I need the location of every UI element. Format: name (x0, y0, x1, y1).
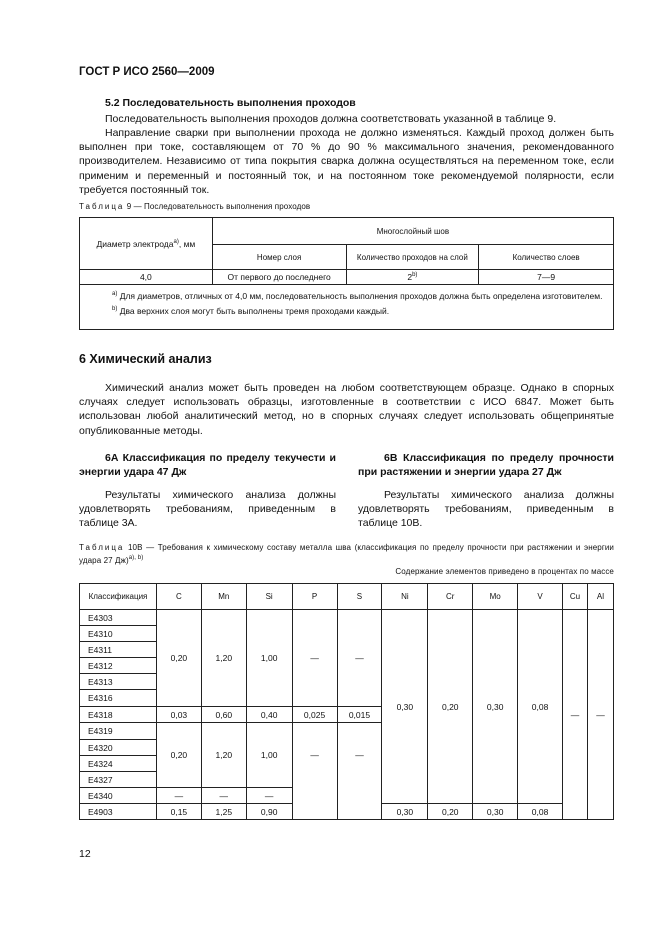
col-header-mo: Mo (473, 584, 518, 610)
class-e4303: E4303 (80, 610, 157, 626)
table-9-cell-layer: От первого до последнего (212, 270, 346, 285)
table-9-header-count: Количество слоев (479, 245, 614, 270)
e4318-mn: 0,60 (201, 707, 246, 723)
col-header-al: Al (587, 584, 613, 610)
mo-merged: 0,30 (473, 610, 518, 804)
diameter-label: Диаметр электрода (96, 238, 174, 249)
cr-merged: 0,20 (428, 610, 473, 804)
e4340-c: — (156, 788, 201, 804)
col-header-v: V (518, 584, 563, 610)
e4318-s: 0,015 (337, 707, 382, 723)
table-9-header-multilayer: Многослойный шов (212, 218, 613, 245)
note-a-mark: a) (112, 291, 118, 297)
al-merged: — (587, 610, 613, 820)
table-9-caption-text: 9 — Последовательность выполнения проходов (126, 202, 311, 211)
e4903-v: 0,08 (518, 804, 563, 820)
g2-mn: 1,20 (201, 723, 246, 788)
table-10B-content-note: Содержание элементов приведено в процентах по массе (395, 567, 614, 576)
class-e4316: E4316 (80, 690, 157, 707)
passes-sup: b) (412, 272, 418, 278)
g1-si: 1,00 (246, 610, 292, 707)
cu-merged: — (562, 610, 587, 820)
g1-p: — (292, 610, 337, 707)
class-e4313: E4313 (80, 674, 157, 690)
ni-merged: 0,30 (382, 610, 428, 804)
e4340-mn: — (201, 788, 246, 804)
g1-s: — (337, 610, 382, 707)
class-e4324: E4324 (80, 756, 157, 772)
table-9-header-diameter (80, 218, 213, 270)
ps-continuation-p (292, 788, 337, 820)
class-e4312: E4312 (80, 658, 157, 674)
class-e4903: E4903 (80, 804, 157, 820)
table-10B-caption (79, 542, 614, 566)
page-number: 12 (79, 848, 91, 860)
document-header: ГОСТ Р ИСО 2560—2009 (79, 66, 215, 78)
class-e4327: E4327 (80, 772, 157, 788)
table-10B-caption-sup: a), b) (128, 555, 144, 561)
section-6A-heading: 6А Классификация по пределу текучести и энергии удара 47 Дж (79, 452, 336, 479)
col-header-p: P (292, 584, 337, 610)
table-9-notes (80, 285, 614, 330)
g1-mn: 1,20 (201, 610, 246, 707)
e4903-si: 0,90 (246, 804, 292, 820)
table-9-header-passes: Количество проходов на слой (346, 245, 479, 270)
e4903-mo: 0,30 (473, 804, 518, 820)
note-a-text: Для диаметров, отличных от 4,0 мм, последовательность выполнения проходов должна быть определена изготовителем. (117, 291, 603, 301)
class-e4310: E4310 (80, 626, 157, 642)
e4903-mn: 1,25 (201, 804, 246, 820)
e4340-si: — (246, 788, 292, 804)
diameter-unit: , мм (178, 238, 196, 249)
v-merged: 0,08 (518, 610, 563, 804)
table-9-cell-diameter: 4,0 (80, 270, 213, 285)
table-10B (79, 583, 614, 820)
e4318-c: 0,03 (156, 707, 201, 723)
table-9-cell-passes (346, 270, 479, 285)
ps-continuation-s (337, 788, 382, 820)
g2-c: 0,20 (156, 723, 201, 788)
diameter-sup: a) (173, 238, 179, 245)
g2-si: 1,00 (246, 723, 292, 788)
col-header-cr: Cr (428, 584, 473, 610)
table-9-caption (79, 202, 310, 211)
table-10B-caption-word: Таблица (79, 543, 125, 552)
class-e4311: E4311 (80, 642, 157, 658)
e4318-si: 0,40 (246, 707, 292, 723)
g2-p: — (292, 723, 337, 788)
class-e4319: E4319 (80, 723, 157, 740)
section-6B-heading: 6В Классификация по пределу прочности при растяжении и энергии удара 27 Дж (358, 452, 614, 479)
col-header-c: C (156, 584, 201, 610)
passes-value: 2 (407, 272, 413, 282)
e4903-ni: 0,30 (382, 804, 428, 820)
col-header-ni: Ni (382, 584, 428, 610)
e4318-p: 0,025 (292, 707, 337, 723)
table-9-note-a (86, 288, 607, 303)
section-6-heading: 6 Химический анализ (79, 352, 212, 366)
note-b-mark: b) (112, 306, 118, 312)
section-6A-paragraph: Результаты химического анализа должны удовлетворять требованиям, приведенным в таблице 3А. (79, 489, 336, 530)
col-header-cu: Cu (562, 584, 587, 610)
table-10B-caption-text: 10В — Требования к химическому составу металла шва (классификация по пределу прочности при растяжении и энергии удара 27 Дж) (79, 543, 614, 565)
col-header-si: Si (246, 584, 292, 610)
e4903-cr: 0,20 (428, 804, 473, 820)
note-b-text: Два верхних слоя могут быть выполнены тремя проходами каждый. (117, 306, 390, 316)
class-e4340: E4340 (80, 788, 157, 804)
table-9 (79, 217, 614, 330)
class-e4318: E4318 (80, 707, 157, 723)
col-header-s: S (337, 584, 382, 610)
class-e4320: E4320 (80, 740, 157, 756)
col-header-mn: Mn (201, 584, 246, 610)
table-9-caption-word: Таблица (79, 202, 125, 211)
section-6B-paragraph: Результаты химического анализа должны удовлетворять требованиям, приведенным в таблице 10В. (358, 489, 614, 530)
e4903-c: 0,15 (156, 804, 201, 820)
table-9-note-b (86, 303, 607, 318)
section-5-2-paragraph-2: Направление сварки при выполнении прохода не должно изменяться. Каждый проход должен быть выполнен при токе, составляющем от 70 % до 90 % максимального значения, рекомендованного производителем. Независимо от типа покрытия сварка должна осуществляться на переменном токе, если применим и переменный и постоянный ток, и на постоянном токе рекомендуемой полярности, если требуется постоянный ток. (79, 127, 614, 196)
col-header-classification: Классификация (80, 584, 157, 610)
table-9-header-layer: Номер слоя (212, 245, 346, 270)
g2-s: — (337, 723, 382, 788)
table-9-cell-count: 7—9 (479, 270, 614, 285)
section-5-2-paragraph-1: Последовательность выполнения проходов должна соответствовать указанной в таблице 9. (105, 113, 557, 125)
section-5-2-heading: 5.2 Последовательность выполнения проходов (105, 97, 356, 109)
section-6-paragraph: Химический анализ может быть проведен на любом соответствующем образце. Однако в спорных случаях следует использовать образцы, изготовленные в соответствии с ИСО 6847. Может быть использован любой аналитический метод, но в спорных случаях следует использовать общепринятые опубликованные методы. (79, 382, 614, 437)
g1-c: 0,20 (156, 610, 201, 707)
